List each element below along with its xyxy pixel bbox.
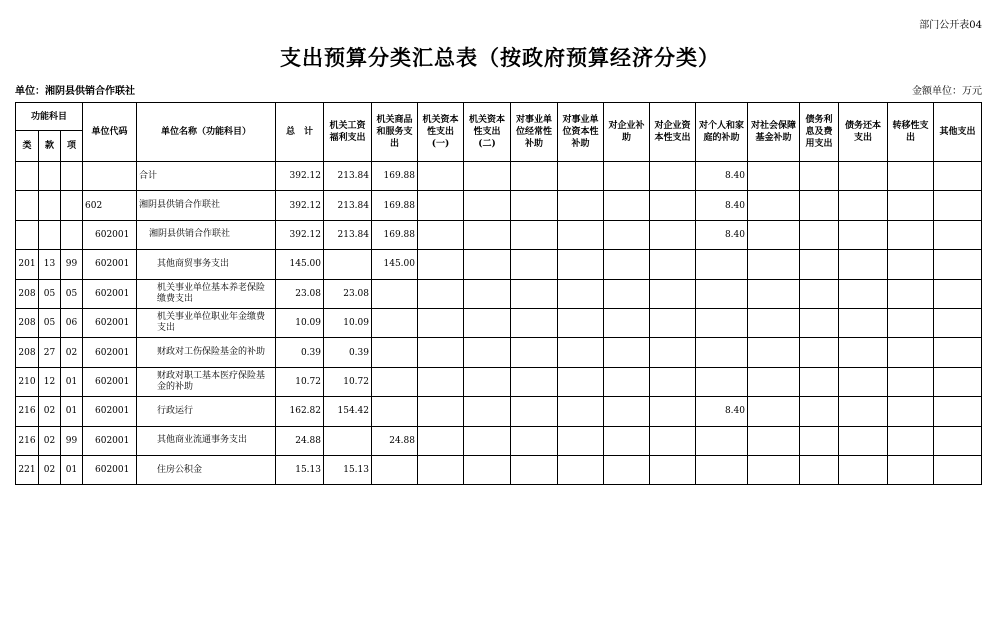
- cell-c11: [800, 308, 839, 337]
- header-c5: 对事业单位经常性补助: [511, 103, 558, 162]
- cell-c1: 15.13: [324, 455, 372, 484]
- cell-unit-name: 其他商业流通事务支出: [137, 426, 276, 455]
- cell-c7: [604, 308, 650, 337]
- cell-c8: [650, 250, 696, 279]
- cell-unit-code: 602001: [83, 308, 137, 337]
- cell-c6: [558, 250, 604, 279]
- cell-c9: [696, 250, 748, 279]
- cell-total: 15.13: [276, 455, 324, 484]
- cell-c3: [418, 279, 464, 308]
- cell-lei: [16, 220, 39, 249]
- cell-unit-name: 机关事业单位基本养老保险缴费支出: [137, 279, 276, 308]
- cell-c14: [934, 426, 982, 455]
- cell-total: 392.12: [276, 220, 324, 249]
- cell-c14: [934, 338, 982, 367]
- table-row: [16, 162, 982, 191]
- cell-lei: 216: [16, 426, 39, 455]
- cell-c6: [558, 367, 604, 396]
- cell-c11: [800, 162, 839, 191]
- cell-c8: [650, 191, 696, 220]
- header-xiang: 项: [61, 131, 83, 162]
- cell-c7: [604, 191, 650, 220]
- cell-c9: 8.40: [696, 397, 748, 426]
- cell-xiang: [61, 162, 83, 191]
- header-unit-name: 单位名称（功能科目）: [137, 103, 276, 162]
- cell-c12: [839, 308, 888, 337]
- cell-c7: [604, 162, 650, 191]
- cell-total: 10.72: [276, 367, 324, 396]
- cell-unit-code: 602001: [83, 397, 137, 426]
- cell-c4: [464, 367, 511, 396]
- cell-c5: [511, 397, 558, 426]
- cell-c4: [464, 308, 511, 337]
- cell-c12: [839, 426, 888, 455]
- cell-lei: 208: [16, 308, 39, 337]
- cell-xiang: 01: [61, 367, 83, 396]
- cell-c1: 10.72: [324, 367, 372, 396]
- cell-unit-name: 湘阴县供销合作联社: [137, 191, 276, 220]
- header-c13: 转移性支出: [888, 103, 934, 162]
- cell-c6: [558, 162, 604, 191]
- cell-c7: [604, 279, 650, 308]
- currency-unit-label: 金额单位：万元: [912, 86, 982, 97]
- cell-c13: [888, 162, 934, 191]
- cell-lei: 221: [16, 455, 39, 484]
- cell-total: 392.12: [276, 162, 324, 191]
- cell-c9: [696, 367, 748, 396]
- cell-c14: [934, 279, 982, 308]
- table-row: [16, 220, 982, 249]
- cell-xiang: 01: [61, 455, 83, 484]
- cell-c5: [511, 426, 558, 455]
- cell-c13: [888, 220, 934, 249]
- reporting-unit-label: 单位：湘阴县供销合作联社: [15, 86, 135, 97]
- cell-c9: [696, 308, 748, 337]
- cell-total: 24.88: [276, 426, 324, 455]
- cell-c2: 24.88: [372, 426, 418, 455]
- header-c6: 对事业单位资本性补助: [558, 103, 604, 162]
- header-kuan: 款: [39, 131, 61, 162]
- cell-c9: [696, 426, 748, 455]
- header-c2: 机关商品和服务支出: [372, 103, 418, 162]
- cell-c3: [418, 367, 464, 396]
- cell-kuan: 02: [39, 455, 61, 484]
- header-c4: 机关资本性支出(二): [464, 103, 511, 162]
- cell-unit-code: [83, 162, 137, 191]
- cell-c5: [511, 308, 558, 337]
- cell-kuan: 05: [39, 279, 61, 308]
- cell-c4: [464, 279, 511, 308]
- cell-c14: [934, 367, 982, 396]
- cell-c11: [800, 338, 839, 367]
- cell-c14: [934, 162, 982, 191]
- cell-unit-name: 行政运行: [137, 397, 276, 426]
- cell-c13: [888, 426, 934, 455]
- cell-c7: [604, 220, 650, 249]
- cell-c7: [604, 338, 650, 367]
- cell-c8: [650, 162, 696, 191]
- cell-c5: [511, 162, 558, 191]
- cell-c6: [558, 397, 604, 426]
- cell-c6: [558, 308, 604, 337]
- cell-c4: [464, 455, 511, 484]
- cell-c5: [511, 367, 558, 396]
- cell-unit-code: 602001: [83, 367, 137, 396]
- cell-c12: [839, 250, 888, 279]
- header-c1: 机关工资福利支出: [324, 103, 372, 162]
- header-lei: 类: [16, 131, 39, 162]
- cell-total: 10.09: [276, 308, 324, 337]
- cell-c6: [558, 338, 604, 367]
- cell-c2: [372, 455, 418, 484]
- cell-c14: [934, 250, 982, 279]
- cell-c11: [800, 397, 839, 426]
- header-c3: 机关资本性支出(一): [418, 103, 464, 162]
- cell-kuan: 13: [39, 250, 61, 279]
- cell-c1: [324, 250, 372, 279]
- cell-c1: 213.84: [324, 220, 372, 249]
- cell-c10: [748, 191, 800, 220]
- cell-c11: [800, 220, 839, 249]
- cell-c3: [418, 250, 464, 279]
- cell-lei: [16, 162, 39, 191]
- table-row: [16, 455, 982, 484]
- cell-c10: [748, 455, 800, 484]
- cell-lei: 210: [16, 367, 39, 396]
- cell-c7: [604, 367, 650, 396]
- cell-c2: [372, 308, 418, 337]
- cell-c13: [888, 250, 934, 279]
- cell-c1: 0.39: [324, 338, 372, 367]
- header-total: 总 计: [276, 103, 324, 162]
- cell-c4: [464, 220, 511, 249]
- cell-unit-name: 财政对职工基本医疗保险基金的补助: [137, 367, 276, 396]
- header-unit-code: 单位代码: [83, 103, 137, 162]
- cell-c10: [748, 250, 800, 279]
- cell-kuan: 02: [39, 426, 61, 455]
- cell-unit-name: 其他商贸事务支出: [137, 250, 276, 279]
- cell-c1: [324, 426, 372, 455]
- cell-c4: [464, 162, 511, 191]
- cell-c12: [839, 397, 888, 426]
- cell-c11: [800, 250, 839, 279]
- cell-c4: [464, 191, 511, 220]
- header-func-group: 功能科目: [16, 103, 83, 131]
- table-row: [16, 426, 982, 455]
- cell-c7: [604, 397, 650, 426]
- table-body: [16, 162, 982, 485]
- header-c12: 债务还本支出: [839, 103, 888, 162]
- cell-c10: [748, 162, 800, 191]
- cell-c9: [696, 455, 748, 484]
- cell-total: 23.08: [276, 279, 324, 308]
- cell-c10: [748, 220, 800, 249]
- header-c11: 债务利息及费用支出: [800, 103, 839, 162]
- cell-c1: 213.84: [324, 191, 372, 220]
- cell-c8: [650, 220, 696, 249]
- cell-total: 392.12: [276, 191, 324, 220]
- cell-c10: [748, 426, 800, 455]
- header-c8: 对企业资本性支出: [650, 103, 696, 162]
- table-row: [16, 397, 982, 426]
- cell-total: 162.82: [276, 397, 324, 426]
- header-row-1: [16, 103, 982, 131]
- cell-unit-name: 湘阴县供销合作联社: [137, 220, 276, 249]
- cell-c1: 10.09: [324, 308, 372, 337]
- cell-c7: [604, 250, 650, 279]
- cell-c2: 169.88: [372, 220, 418, 249]
- cell-c7: [604, 455, 650, 484]
- cell-c2: [372, 397, 418, 426]
- cell-c3: [418, 220, 464, 249]
- cell-unit-name: 机关事业单位职业年金缴费支出: [137, 308, 276, 337]
- cell-c13: [888, 397, 934, 426]
- table-row: [16, 308, 982, 337]
- cell-c3: [418, 338, 464, 367]
- header-c10: 对社会保障基金补助: [748, 103, 800, 162]
- cell-c7: [604, 426, 650, 455]
- cell-c10: [748, 338, 800, 367]
- cell-c13: [888, 191, 934, 220]
- table-row: [16, 338, 982, 367]
- cell-c14: [934, 191, 982, 220]
- cell-lei: 208: [16, 279, 39, 308]
- cell-c5: [511, 220, 558, 249]
- cell-c6: [558, 279, 604, 308]
- header-c14: 其他支出: [934, 103, 982, 162]
- cell-c8: [650, 426, 696, 455]
- cell-c3: [418, 426, 464, 455]
- cell-c9: 8.40: [696, 162, 748, 191]
- cell-c4: [464, 426, 511, 455]
- cell-c3: [418, 191, 464, 220]
- cell-c11: [800, 455, 839, 484]
- cell-unit-name: 合计: [137, 162, 276, 191]
- cell-unit-name: 住房公积金: [137, 455, 276, 484]
- cell-c9: [696, 338, 748, 367]
- page-title: 支出预算分类汇总表（按政府预算经济分类）: [280, 45, 720, 70]
- cell-c3: [418, 455, 464, 484]
- cell-unit-code: 602001: [83, 279, 137, 308]
- cell-lei: 208: [16, 338, 39, 367]
- cell-unit-code: 602001: [83, 338, 137, 367]
- cell-c14: [934, 455, 982, 484]
- cell-c9: 8.40: [696, 191, 748, 220]
- cell-unit-code: 602001: [83, 426, 137, 455]
- cell-lei: 201: [16, 250, 39, 279]
- cell-c2: 169.88: [372, 162, 418, 191]
- cell-c6: [558, 455, 604, 484]
- cell-c5: [511, 250, 558, 279]
- cell-c8: [650, 308, 696, 337]
- cell-c10: [748, 279, 800, 308]
- table-row: [16, 367, 982, 396]
- cell-c8: [650, 279, 696, 308]
- cell-c6: [558, 220, 604, 249]
- cell-c12: [839, 367, 888, 396]
- cell-c8: [650, 455, 696, 484]
- cell-total: 0.39: [276, 338, 324, 367]
- cell-c1: 213.84: [324, 162, 372, 191]
- cell-kuan: 02: [39, 397, 61, 426]
- cell-c10: [748, 308, 800, 337]
- cell-lei: 216: [16, 397, 39, 426]
- table-row: [16, 250, 982, 279]
- cell-c3: [418, 308, 464, 337]
- cell-c14: [934, 220, 982, 249]
- cell-c5: [511, 191, 558, 220]
- cell-unit-code: 602: [83, 191, 137, 220]
- cell-c14: [934, 308, 982, 337]
- cell-kuan: [39, 191, 61, 220]
- cell-c2: [372, 279, 418, 308]
- cell-lei: [16, 191, 39, 220]
- cell-c1: 23.08: [324, 279, 372, 308]
- cell-kuan: 05: [39, 308, 61, 337]
- cell-c11: [800, 367, 839, 396]
- cell-c13: [888, 308, 934, 337]
- cell-c11: [800, 279, 839, 308]
- cell-c5: [511, 279, 558, 308]
- table-row: [16, 279, 982, 308]
- cell-c3: [418, 397, 464, 426]
- cell-c12: [839, 191, 888, 220]
- cell-c12: [839, 162, 888, 191]
- cell-xiang: [61, 220, 83, 249]
- header-c7: 对企业补助: [604, 103, 650, 162]
- form-number-label: 部门公开表04: [919, 20, 982, 31]
- cell-c13: [888, 367, 934, 396]
- cell-c2: 145.00: [372, 250, 418, 279]
- cell-c9: 8.40: [696, 220, 748, 249]
- cell-c6: [558, 191, 604, 220]
- cell-c10: [748, 367, 800, 396]
- cell-c2: [372, 338, 418, 367]
- cell-xiang: [61, 191, 83, 220]
- cell-c12: [839, 455, 888, 484]
- cell-unit-code: 602001: [83, 455, 137, 484]
- cell-c9: [696, 279, 748, 308]
- cell-unit-name: 财政对工伤保险基金的补助: [137, 338, 276, 367]
- cell-total: 145.00: [276, 250, 324, 279]
- header-c9: 对个人和家庭的补助: [696, 103, 748, 162]
- cell-c5: [511, 338, 558, 367]
- cell-xiang: 99: [61, 250, 83, 279]
- cell-c2: [372, 367, 418, 396]
- cell-c6: [558, 426, 604, 455]
- cell-unit-code: 602001: [83, 250, 137, 279]
- cell-c5: [511, 455, 558, 484]
- cell-c8: [650, 338, 696, 367]
- cell-kuan: 12: [39, 367, 61, 396]
- cell-c1: 154.42: [324, 397, 372, 426]
- budget-table: [15, 102, 982, 485]
- cell-c11: [800, 426, 839, 455]
- cell-c4: [464, 250, 511, 279]
- cell-xiang: 99: [61, 426, 83, 455]
- cell-c12: [839, 279, 888, 308]
- cell-kuan: [39, 162, 61, 191]
- cell-kuan: [39, 220, 61, 249]
- cell-kuan: 27: [39, 338, 61, 367]
- cell-c8: [650, 397, 696, 426]
- cell-c12: [839, 220, 888, 249]
- cell-c10: [748, 397, 800, 426]
- cell-c13: [888, 279, 934, 308]
- cell-c11: [800, 191, 839, 220]
- table-row: [16, 191, 982, 220]
- cell-c3: [418, 162, 464, 191]
- cell-c13: [888, 455, 934, 484]
- cell-xiang: 06: [61, 308, 83, 337]
- cell-c8: [650, 367, 696, 396]
- cell-c4: [464, 397, 511, 426]
- cell-c13: [888, 338, 934, 367]
- cell-xiang: 02: [61, 338, 83, 367]
- cell-xiang: 05: [61, 279, 83, 308]
- cell-c14: [934, 397, 982, 426]
- cell-c12: [839, 338, 888, 367]
- cell-c2: 169.88: [372, 191, 418, 220]
- cell-c4: [464, 338, 511, 367]
- cell-xiang: 01: [61, 397, 83, 426]
- cell-unit-code: 602001: [83, 220, 137, 249]
